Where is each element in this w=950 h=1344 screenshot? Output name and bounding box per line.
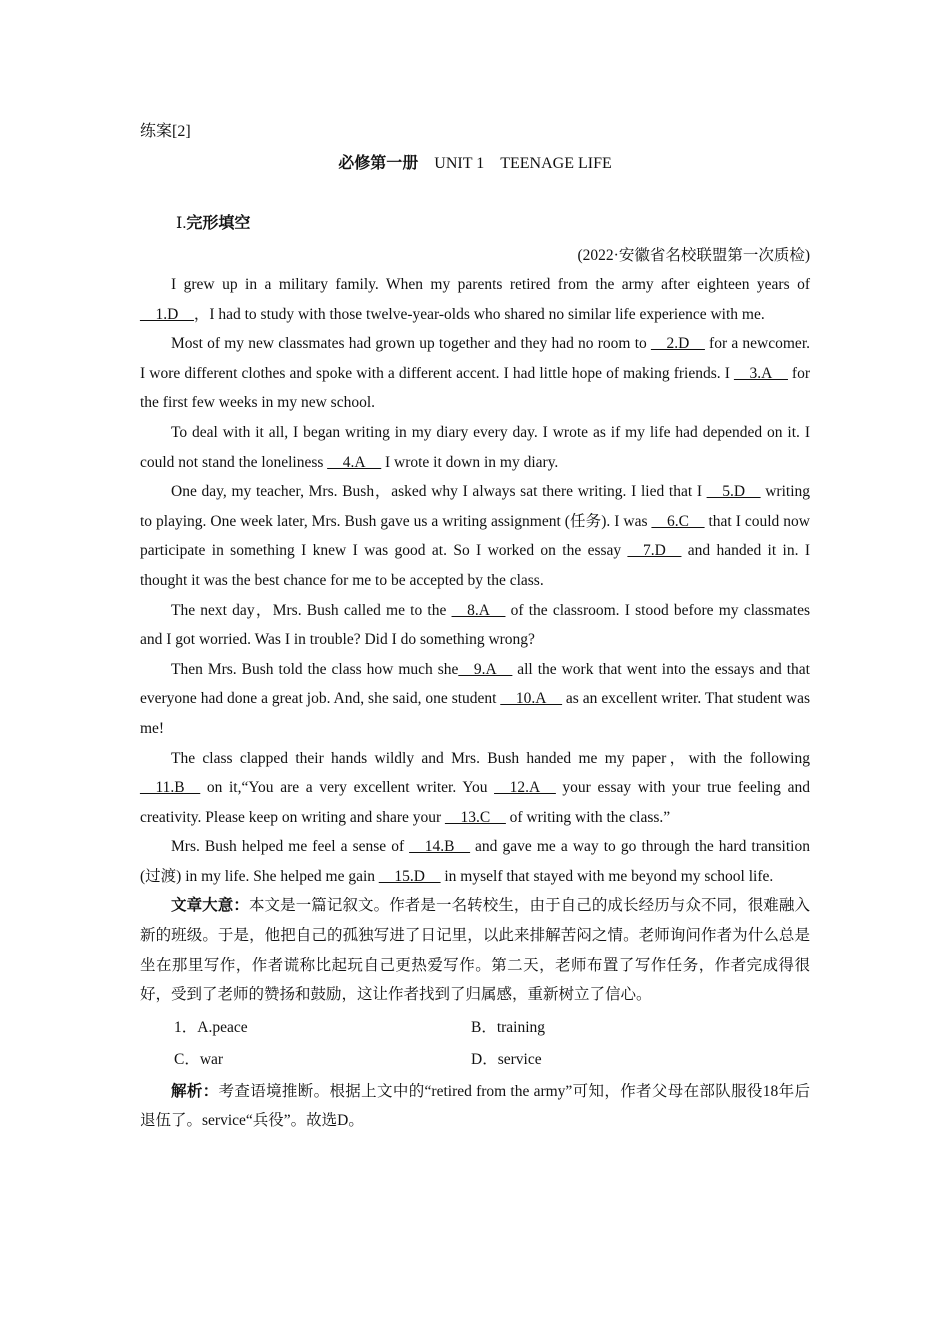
- option-b: B．training: [471, 1018, 546, 1036]
- analysis-label: 解析：: [171, 1082, 219, 1100]
- unit-name: UNIT 1 TEENAGE LIFE: [434, 155, 612, 172]
- passage-paragraph-2: Most of my new classmates had grown up together and they had no room to __2.D__ for a newcomer. I wore different clothes and spoke with a different accent. I had little hope of making friends. I __3.A__ for the first few weeks in my new school.: [140, 335, 811, 412]
- answer-blank-2: __2.D__: [650, 335, 705, 353]
- passage-paragraph-4: One day, my teacher, Mrs. Bush，asked why I always sat there writing. I lied that I __5.D__ writing to playing. One week later, Mrs. Bush gave us a writing assignment (任务). I was __6.C__ that I could now participate in something I knew I was good at. So I worked on the essay __7.D__ and handed it in. I thought it was the best chance for me to be accepted by the class.: [140, 483, 811, 589]
- answer-blank-9: __9.A__: [458, 660, 513, 678]
- question-1-analysis: [140, 1077, 810, 1136]
- option-a: 1．A.peace: [174, 1018, 248, 1036]
- answer-blank-12: __12.A__: [494, 779, 556, 797]
- source-note: (2022·安徽省名校联盟第一次质检): [577, 247, 810, 264]
- answer-blank-14: __14.B__: [409, 838, 470, 856]
- book-title: 必修第一册: [338, 155, 419, 172]
- answer-blank-4: __4.A__: [327, 453, 382, 471]
- option-d: D．service: [471, 1051, 542, 1069]
- passage-body: [140, 270, 810, 1136]
- answer-blank-5: __5.D__: [706, 483, 761, 501]
- answer-blank-1: __1.D__: [140, 305, 194, 323]
- section-name: 完形填空: [186, 215, 251, 232]
- answer-blank-10: __10.A__: [500, 690, 562, 708]
- passage-paragraph-8: Mrs. Bush helped me feel a sense of __14.B__ and gave me a way to go through the hard transition (过渡) in my life. She helped me gain __15.D__ in myself that stayed with me beyond my school life.: [140, 838, 810, 885]
- section-number: Ⅰ.: [176, 215, 187, 232]
- exercise-label: 练案[2]: [140, 123, 191, 140]
- answer-blank-6: __6.C__: [651, 512, 705, 530]
- passage-paragraph-3: To deal with it all, I began writing in my diary every day. I wrote as if my life had depended on it. I could not stand the loneliness __4.A__ I wrote it down in my diary.: [140, 423, 810, 471]
- passage-paragraph-5: The next day，Mrs. Bush called me to the __8.A__ of the classroom. I stood before my classmates and I got worried. Was I in trouble? Did I do something wrong?: [140, 601, 810, 649]
- answer-blank-8: __8.A__: [451, 601, 506, 619]
- section-heading: [176, 210, 250, 233]
- answer-blank-3: __3.A__: [734, 364, 788, 382]
- answer-blank-13: __13.C__: [445, 808, 506, 826]
- article-summary: [140, 891, 810, 1009]
- unit-title: [140, 150, 810, 173]
- passage-paragraph-7: The class clapped their hands wildly and Mrs. Bush handed me my paper，with the following __11.B__ on it,“You are a very excellent writer. You __12.A__ your essay with your true feeling and creativity. Please keep on writing and share your __13.C__ of writing with the class.”: [140, 749, 810, 826]
- option-c: C．war: [174, 1051, 224, 1069]
- summary-label: 文章大意：: [171, 897, 249, 915]
- passage-paragraph-1: I grew up in a military family. When my parents retired from the army after eighteen years of __1.D__，I had to study with those twelve-year-olds who shared no similar life experience with me.: [140, 276, 810, 323]
- answer-blank-11: __11.B__: [140, 779, 201, 797]
- question-1-options: [140, 1012, 810, 1077]
- answer-blank-7: __7.D__: [627, 542, 682, 560]
- summary-text: 本文是一篇记叙文。作者是一名转校生，由于自己的成长经历与众不同，很难融入新的班级。于是，他把自己的孤独写进了日记里，以此来排解苦闷之情。老师询问作者为什么总是坐在那里写作，作者谎称比起玩自己更热爱写作。第二天，老师布置了写作任务，作者完成得很好，受到了老师的赞扬和鼓励，这让作者找到了归属感，重新树立了信心。: [140, 897, 810, 1004]
- passage-paragraph-6: Then Mrs. Bush told the class how much she__9.A__ all the work that went into the essays and that everyone had done a great job. And, she said, one student __10.A__ as an excellent writer. That student was me!: [140, 660, 810, 737]
- analysis-text: 考查语境推断。根据上文中的“retired from the army”可知，作者父母在部队服役18年后退伍了。service“兵役”。故选D。: [140, 1082, 810, 1130]
- answer-blank-15: __15.D__: [378, 867, 441, 885]
